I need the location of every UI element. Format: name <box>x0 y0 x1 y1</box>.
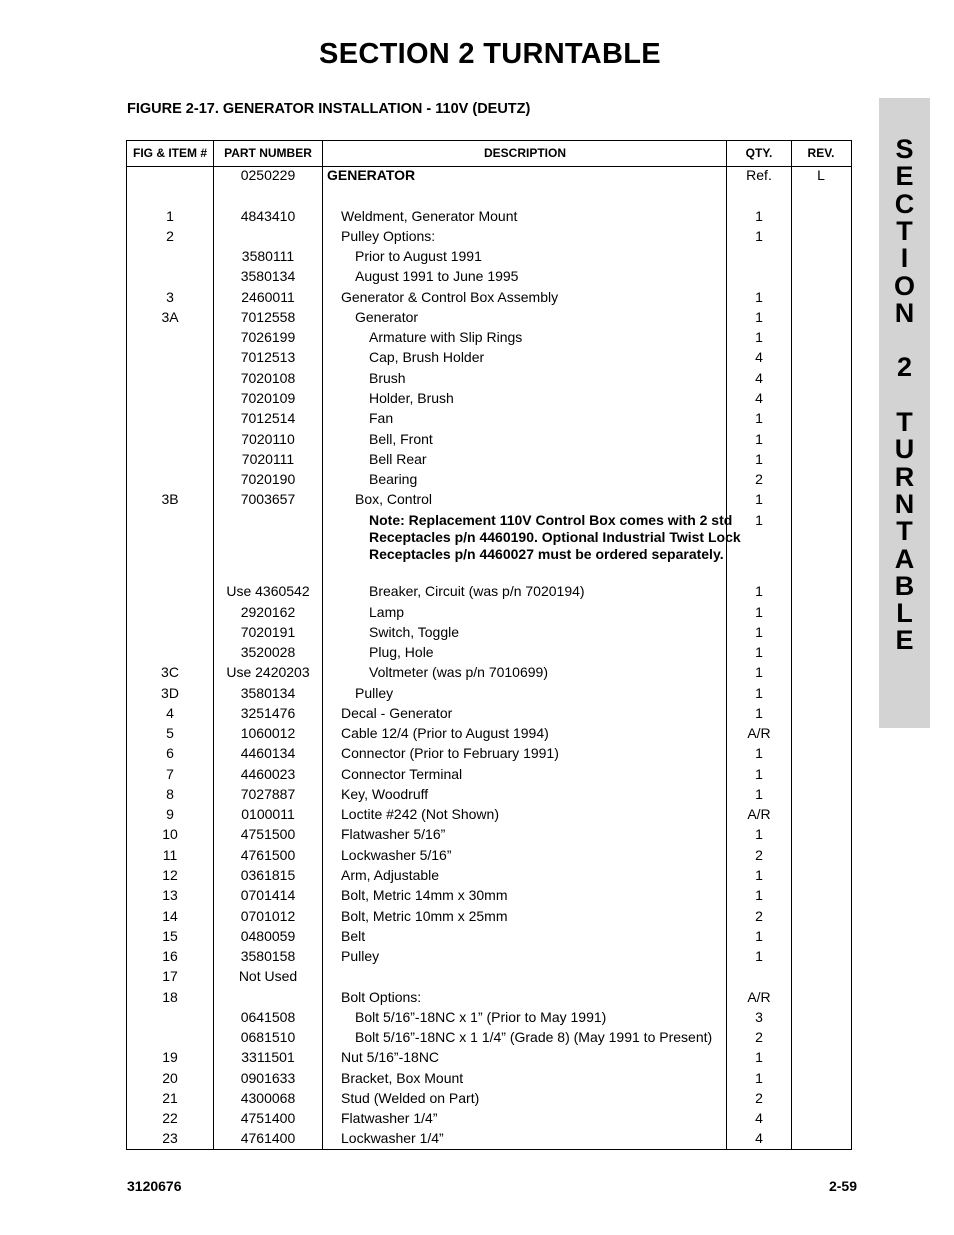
header-part-number: PART NUMBER <box>224 146 312 160</box>
part-number-cell: 4761400 <box>240 1130 296 1146</box>
qty-cell: 1 <box>755 309 763 325</box>
qty-cell: 2 <box>755 471 763 487</box>
part-number-cell: 4751500 <box>240 826 296 842</box>
fig-item-cell: 14 <box>162 908 178 924</box>
description-cell: Bolt 5/16”-18NC x 1” (Prior to May 1991) <box>355 1009 607 1025</box>
qty-cell: 1 <box>755 948 763 964</box>
fig-item-cell: 11 <box>162 847 178 863</box>
side-tab-letter: B <box>894 570 915 601</box>
side-tab-letter: N <box>894 488 915 519</box>
qty-cell: 1 <box>755 705 763 721</box>
qty-cell: 2 <box>755 1029 763 1045</box>
document-number: 3120676 <box>127 1178 182 1194</box>
qty-cell: 1 <box>755 329 763 345</box>
description-cell: Bolt Options: <box>341 989 422 1005</box>
fig-item-cell: 18 <box>162 989 178 1005</box>
fig-item-cell: 23 <box>162 1130 178 1146</box>
qty-cell: 1 <box>755 431 763 447</box>
description-cell: Connector Terminal <box>341 766 463 782</box>
part-number-cell: 7020190 <box>240 471 296 487</box>
side-tab-letter: T <box>896 407 913 437</box>
qty-cell: 1 <box>755 867 763 883</box>
description-cell: Generator & Control Box Assembly <box>341 289 559 305</box>
qty-cell: 2 <box>755 908 763 924</box>
qty-cell: A/R <box>747 725 771 741</box>
description-cell: Decal - Generator <box>341 705 453 721</box>
part-number-cell: 7026199 <box>240 329 296 345</box>
description-cell: Bearing <box>369 471 418 487</box>
qty-cell: 2 <box>755 1090 763 1106</box>
part-number-cell: 7020110 <box>241 431 295 447</box>
fig-item-cell: 6 <box>166 745 174 761</box>
part-number-cell: 7012558 <box>240 309 296 325</box>
part-number-cell: 0250229 <box>240 167 296 183</box>
part-number-cell: 1060012 <box>240 725 296 741</box>
part-number-cell: 7020111 <box>241 451 295 467</box>
part-number-cell: 3251476 <box>240 705 296 721</box>
part-number-cell: Use 2420203 <box>226 664 310 680</box>
qty-cell: 2 <box>755 847 763 863</box>
description-cell: Fan <box>369 410 394 426</box>
qty-cell: 1 <box>755 685 763 701</box>
description-cell: Box, Control <box>355 491 433 507</box>
fig-item-cell: 4 <box>166 705 174 721</box>
part-number-cell: 7012513 <box>240 349 296 365</box>
description-cell: Bell, Front <box>369 431 433 447</box>
side-tab-letter: C <box>894 188 915 219</box>
description-cell: Belt <box>341 928 366 944</box>
qty-cell: 1 <box>755 826 763 842</box>
fig-item-cell: 3A <box>161 309 179 325</box>
description-cell: Lockwasher 5/16” <box>341 847 452 863</box>
side-tab-letter: O <box>893 270 915 301</box>
qty-cell: A/R <box>747 806 771 822</box>
parts-table <box>126 140 852 1150</box>
rev-cell: L <box>817 167 825 183</box>
fig-item-cell: 19 <box>162 1049 178 1065</box>
side-tab-letter: S <box>895 134 914 164</box>
section-side-tab <box>879 98 930 728</box>
description-cell: Holder, Brush <box>369 390 454 406</box>
qty-cell: 4 <box>755 349 763 365</box>
qty-cell: 1 <box>755 664 763 680</box>
description-cell: Plug, Hole <box>369 644 434 660</box>
qty-cell: 1 <box>755 786 763 802</box>
qty-cell: 4 <box>755 390 763 406</box>
part-number-cell: Use 4360542 <box>226 583 310 599</box>
side-tab-letter: T <box>896 516 913 547</box>
qty-cell: 3 <box>755 1009 763 1025</box>
description-cell: Arm, Adjustable <box>341 867 440 883</box>
part-number-cell: 0701414 <box>240 887 296 903</box>
description-cell: Note: Replacement 110V Control Box comes with 2 std Receptacles p/n 4460190. Optional Industrial Twist Lock Receptacles p/n 4460027 must be ordered separately. <box>369 512 741 562</box>
description-cell: Bell Rear <box>369 451 427 467</box>
description-cell: August 1991 to June 1995 <box>355 268 519 284</box>
qty-cell: 1 <box>755 410 763 426</box>
header-qty: QTY. <box>745 146 773 160</box>
description-cell: Flatwasher 1/4” <box>341 1110 438 1126</box>
side-tab-letter: N <box>894 297 915 328</box>
description-cell: Pulley <box>355 685 394 701</box>
part-number-cell: 7012514 <box>240 410 296 426</box>
description-cell: Bolt 5/16”-18NC x 1 1/4” (Grade 8) (May 1991 to Present) <box>355 1029 713 1045</box>
description-cell: Bracket, Box Mount <box>341 1070 464 1086</box>
header-rev: REV. <box>807 146 835 160</box>
part-number-cell: 7027887 <box>240 786 296 802</box>
description-cell: Breaker, Circuit (was p/n 7020194) <box>369 583 585 599</box>
part-number-cell: 2460011 <box>241 289 295 305</box>
qty-cell: 1 <box>755 928 763 944</box>
qty-cell: 4 <box>755 1130 763 1146</box>
fig-item-cell: 20 <box>162 1070 178 1086</box>
part-number-cell: 0701012 <box>240 908 296 924</box>
figure-title: FIGURE 2-17. GENERATOR INSTALLATION - 110V (DEUTZ) <box>127 101 531 117</box>
qty-cell: 1 <box>755 766 763 782</box>
qty-cell: 1 <box>755 289 763 305</box>
description-cell: Bolt, Metric 14mm x 30mm <box>341 887 508 903</box>
description-cell: Cable 12/4 (Prior to August 1994) <box>341 725 549 741</box>
page-number: 2-59 <box>828 1178 857 1194</box>
part-number-cell: 0681510 <box>240 1029 296 1045</box>
part-number-cell: 7020109 <box>240 390 296 406</box>
description-cell: Connector (Prior to February 1991) <box>341 745 559 761</box>
qty-cell: 1 <box>755 745 763 761</box>
fig-item-cell: 7 <box>166 766 174 782</box>
part-number-cell: 7020108 <box>240 370 296 386</box>
fig-item-cell: 3C <box>161 664 179 680</box>
part-number-cell: 3520028 <box>240 644 296 660</box>
qty-cell: 1 <box>755 583 763 599</box>
part-number-cell: 7003657 <box>240 491 296 507</box>
qty-cell: 1 <box>755 604 763 620</box>
section-title: SECTION 2 TURNTABLE <box>319 38 661 70</box>
description-cell: Loctite #242 (Not Shown) <box>341 806 499 822</box>
qty-cell: 1 <box>755 512 763 528</box>
qty-cell: 1 <box>755 624 763 640</box>
description-cell: Weldment, Generator Mount <box>341 208 518 224</box>
description-cell: Voltmeter (was p/n 7010699) <box>369 664 548 680</box>
side-tab-letter: I <box>900 243 909 274</box>
part-number-cell: 3580111 <box>241 248 295 264</box>
side-tab-letter: U <box>894 434 915 465</box>
description-cell: Nut 5/16”-18NC <box>341 1049 440 1065</box>
qty-cell: Ref. <box>746 167 772 183</box>
fig-item-cell: 12 <box>162 867 178 883</box>
description-cell: Generator <box>355 309 419 325</box>
part-number-cell: 2920162 <box>240 604 296 620</box>
part-number-cell: 0901633 <box>240 1070 296 1086</box>
part-number-cell: 7020191 <box>240 624 296 640</box>
description-cell: Brush <box>369 370 406 386</box>
header-description: DESCRIPTION <box>483 146 566 160</box>
part-number-cell: 4460023 <box>240 766 296 782</box>
fig-item-cell: 3B <box>161 491 179 507</box>
header-fig-item: FIG & ITEM # <box>132 146 207 160</box>
fig-item-cell: 21 <box>162 1090 178 1106</box>
description-cell: Flatwasher 5/16” <box>341 826 446 842</box>
fig-item-cell: 5 <box>166 725 174 741</box>
side-tab-letter: E <box>895 161 914 192</box>
part-number-cell: 0361815 <box>240 867 296 883</box>
fig-item-cell: 1 <box>166 208 174 224</box>
qty-cell: A/R <box>747 989 771 1005</box>
side-tab-letter: E <box>895 625 914 656</box>
description-cell: Key, Woodruff <box>341 786 429 802</box>
part-number-cell: 4843410 <box>240 208 296 224</box>
description-cell: Pulley Options: <box>341 228 436 244</box>
description-cell: Cap, Brush Holder <box>369 349 485 365</box>
fig-item-cell: 2 <box>166 228 174 244</box>
part-number-cell: 4751400 <box>240 1110 296 1126</box>
part-number-cell: 0100011 <box>241 806 295 822</box>
part-number-cell: 4460134 <box>240 745 296 761</box>
description-cell: Bolt, Metric 10mm x 25mm <box>341 908 508 924</box>
qty-cell: 1 <box>755 1049 763 1065</box>
part-number-cell: 0641508 <box>240 1009 296 1025</box>
part-number-cell: 4300068 <box>240 1090 296 1106</box>
description-cell: GENERATOR <box>327 167 416 183</box>
side-tab-letter: T <box>896 215 913 246</box>
qty-cell: 1 <box>755 644 763 660</box>
part-number-cell: 3580134 <box>240 268 296 284</box>
description-cell: Lockwasher 1/4” <box>341 1130 444 1146</box>
description-cell: Armature with Slip Rings <box>369 329 523 345</box>
fig-item-cell: 13 <box>162 887 178 903</box>
qty-cell: 1 <box>755 208 763 224</box>
qty-cell: 4 <box>755 370 763 386</box>
fig-item-cell: 9 <box>166 806 174 822</box>
side-tab-letter: R <box>894 461 915 492</box>
qty-cell: 1 <box>755 451 763 467</box>
qty-cell: 1 <box>755 228 763 244</box>
fig-item-cell: 3 <box>166 289 174 305</box>
part-number-cell: 0480059 <box>240 928 296 944</box>
description-cell: Lamp <box>369 604 405 620</box>
fig-item-cell: 17 <box>162 968 178 984</box>
qty-cell: 4 <box>755 1110 763 1126</box>
qty-cell: 1 <box>755 887 763 903</box>
qty-cell: 1 <box>755 1070 763 1086</box>
fig-item-cell: 8 <box>166 786 174 802</box>
description-cell: Pulley <box>341 948 380 964</box>
side-tab-letter: 2 <box>896 352 913 383</box>
fig-item-cell: 16 <box>162 948 178 964</box>
description-cell: Stud (Welded on Part) <box>341 1090 480 1106</box>
column-divider <box>791 141 792 1149</box>
part-number-cell: 3311501 <box>241 1049 295 1065</box>
part-number-cell: Not Used <box>238 968 298 984</box>
fig-item-cell: 22 <box>162 1110 178 1126</box>
fig-item-cell: 15 <box>162 928 178 944</box>
table-header <box>127 141 851 167</box>
side-tab-letter: L <box>896 598 913 629</box>
qty-cell: 1 <box>755 491 763 507</box>
fig-item-cell: 3D <box>161 685 179 701</box>
fig-item-cell: 10 <box>162 826 178 842</box>
part-number-cell: 3580158 <box>240 948 296 964</box>
part-number-cell: 3580134 <box>240 685 296 701</box>
part-number-cell: 4761500 <box>240 847 296 863</box>
description-cell: Prior to August 1991 <box>355 248 482 264</box>
description-cell: Switch, Toggle <box>369 624 460 640</box>
side-tab-letter: A <box>894 543 915 574</box>
